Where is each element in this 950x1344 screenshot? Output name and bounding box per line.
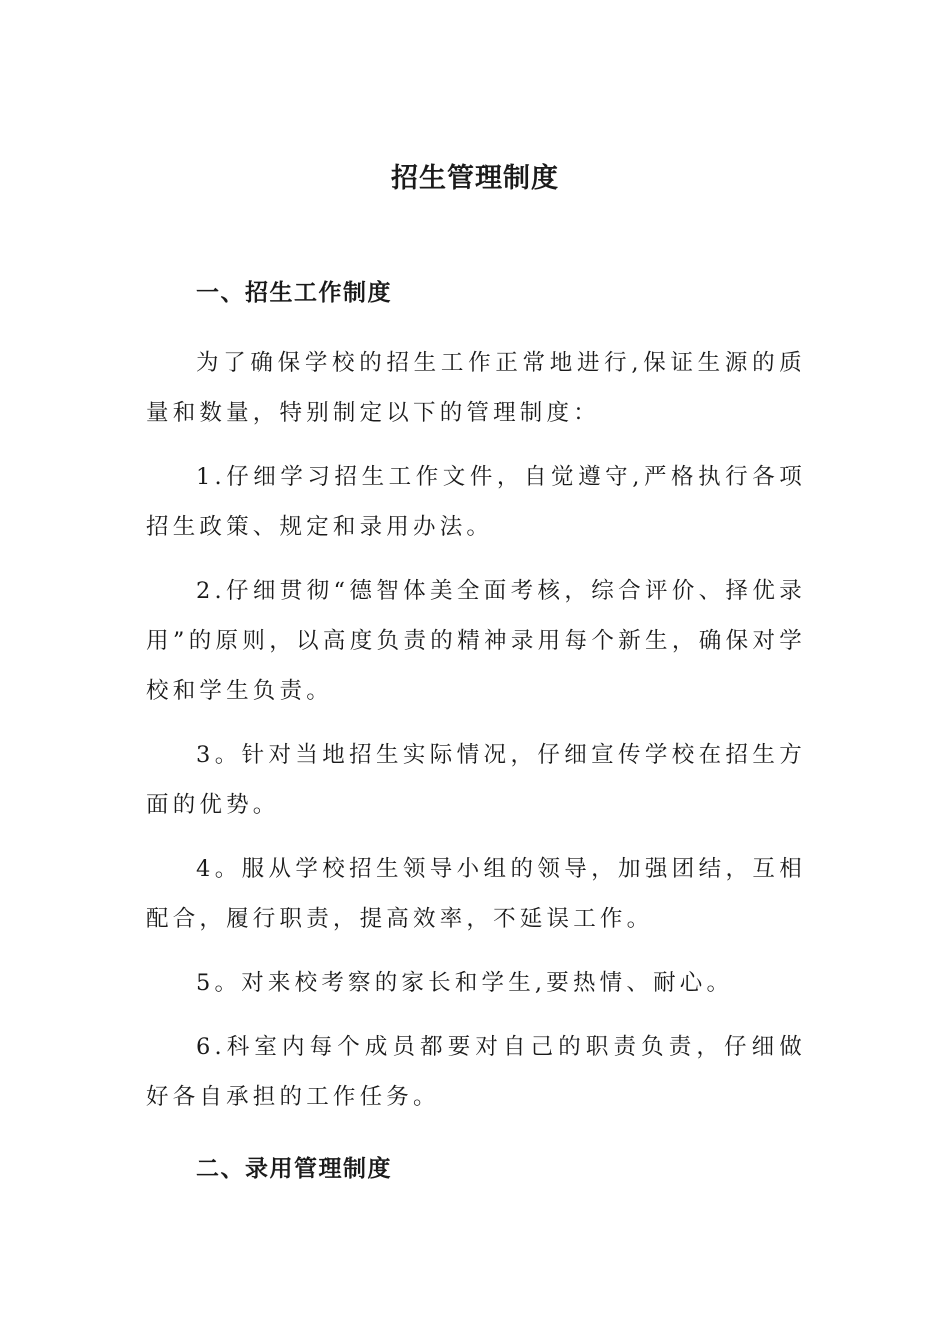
list-item-3: 3。针对当地招生实际情况，仔细宣传学校在招生方面的优势。 [146, 742, 806, 818]
document-title: 招生管理制度 [391, 163, 559, 194]
list-item-4: 4。服从学校招生领导小组的领导，加强团结，互相配合，履行职责，提高效率，不延误工作。 [146, 856, 806, 932]
intro-paragraph: 为了确保学校的招生工作正常地进行,保证生源的质量和数量，特别制定以下的管理制度： [146, 350, 806, 426]
document-body [146, 276, 806, 1186]
list-item-2: 2.仔细贯彻“德智体美全面考核，综合评价、择优录用”的原则，以高度负责的精神录用每个新生，确保对学校和学生负责。 [146, 578, 806, 704]
list-item-6: 6.科室内每个成员都要对自己的职责负责，仔细做好各自承担的工作任务。 [146, 1034, 806, 1110]
list-item-1: 1.仔细学习招生工作文件，自觉遵守,严格执行各项招生政策、规定和录用办法。 [146, 464, 806, 540]
list-item-5: 5。对来校考察的家长和学生,要热情、耐心。 [196, 970, 734, 996]
section-heading-1: 一、招生工作制度 [196, 280, 392, 306]
section-heading-2: 二、录用管理制度 [196, 1156, 392, 1182]
